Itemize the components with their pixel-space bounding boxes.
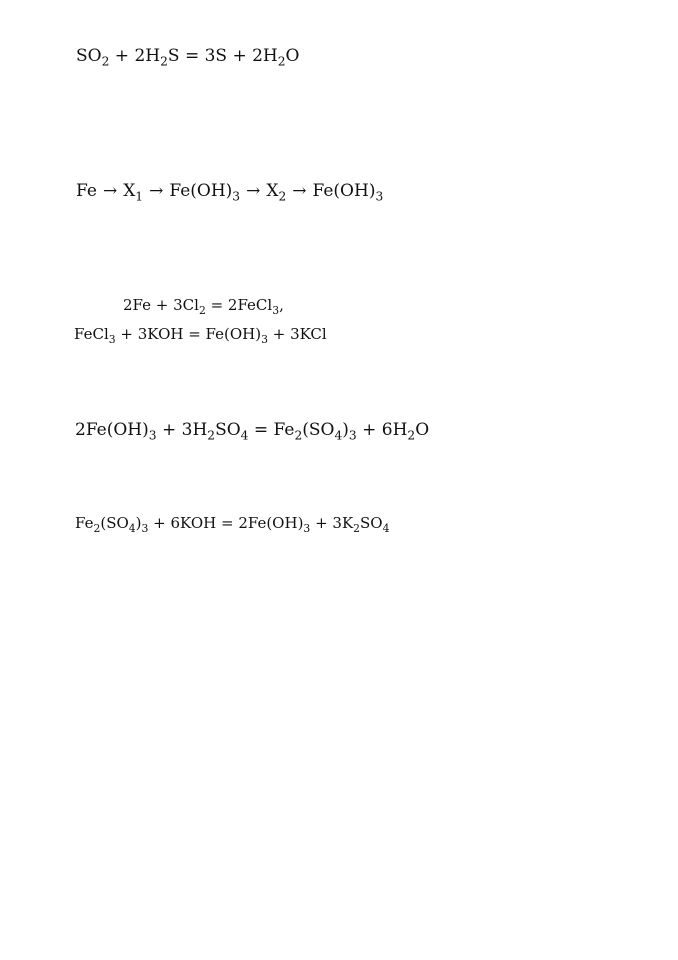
formula-text: Fe(OH)	[169, 181, 233, 201]
formula-text: SO	[215, 420, 241, 440]
subscript: 2	[277, 54, 286, 69]
subscript: 2	[207, 428, 216, 443]
formula-text: )	[135, 514, 142, 532]
subscript: 3	[108, 332, 116, 346]
formula-text: SO	[76, 46, 102, 66]
formula-text: O	[415, 420, 430, 440]
subscript: 3	[303, 521, 311, 535]
formula-text: 2Fe + 3Cl	[123, 296, 199, 314]
subscript: 3	[348, 428, 357, 443]
subscript: 2	[278, 189, 287, 204]
formula-text: (SO	[100, 514, 129, 532]
equation-fe-cl2	[123, 296, 284, 317]
subscript: 3	[261, 332, 268, 346]
formula-text: (SO	[302, 420, 335, 440]
subscript: 1	[135, 189, 144, 204]
formula-text: 2Fe(OH)	[75, 420, 149, 440]
subscript: 3	[272, 303, 280, 317]
formula-text: X	[123, 181, 136, 201]
subscript: 3	[141, 521, 149, 535]
subscript: 3	[375, 189, 384, 204]
arrow-icon: →	[246, 181, 261, 201]
equation-fecl3-koh	[74, 325, 327, 346]
formula-text: SO	[360, 514, 383, 532]
formula-text: )	[342, 420, 349, 440]
equation-feoh3-h2so4	[75, 420, 430, 443]
formula-text: + 3KOH = Fe(OH)	[115, 325, 262, 343]
formula-text: + 2H	[109, 46, 161, 66]
formula-text: ,	[279, 296, 284, 314]
formula-text: + 3H	[156, 420, 208, 440]
equation-fe2so43-koh	[75, 514, 390, 535]
subscript: 2	[294, 428, 303, 443]
equation-so2-h2s	[76, 46, 300, 69]
subscript: 2	[198, 303, 206, 317]
formula-text: S = 3S + 2H	[167, 46, 278, 66]
subscript: 4	[128, 521, 136, 535]
subscript: 2	[160, 54, 168, 69]
formula-text: + 3KCl	[267, 325, 327, 343]
subscript: 3	[148, 428, 157, 443]
formula-text: = Fe	[248, 420, 295, 440]
subscript: 2	[407, 428, 416, 443]
formula-text: = 2FeCl	[205, 296, 273, 314]
formula-text: O	[285, 46, 300, 66]
subscript: 4	[334, 428, 343, 443]
formula-text: + 3K	[310, 514, 354, 532]
formula-text: FeCl	[74, 325, 109, 343]
arrow-icon: →	[102, 181, 118, 201]
subscript: 2	[101, 54, 110, 69]
subscript: 2	[353, 521, 361, 535]
formula-text: Fe	[76, 181, 97, 201]
formula-text: Fe(OH)	[312, 181, 376, 201]
arrow-icon: →	[292, 181, 307, 201]
formula-text: X	[266, 181, 279, 201]
subscript: 2	[93, 521, 101, 535]
subscript: 4	[382, 521, 390, 535]
formula-text: + 6KOH = 2Fe(OH)	[148, 514, 304, 532]
formula-text: Fe	[75, 514, 94, 532]
subscript: 4	[240, 428, 249, 443]
formula-text: + 6H	[356, 420, 408, 440]
subscript: 3	[232, 189, 241, 204]
arrow-icon: →	[149, 181, 164, 201]
reaction-chain-iron	[76, 181, 384, 204]
